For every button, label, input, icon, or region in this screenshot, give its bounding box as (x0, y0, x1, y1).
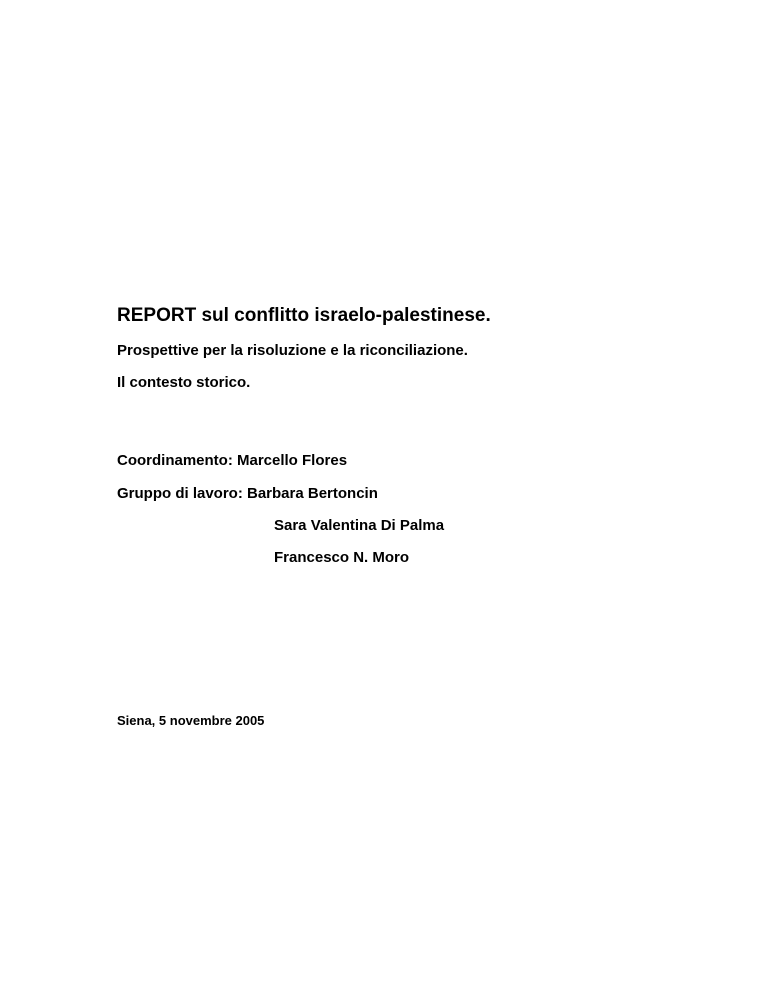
place-date: Siena, 5 novembre 2005 (117, 713, 265, 728)
report-context: Il contesto storico. (117, 374, 251, 391)
report-title: REPORT sul conflitto israelo-palestinese. (117, 305, 491, 326)
working-group-member: Sara Valentina Di Palma (274, 517, 445, 534)
working-group-member: Francesco N. Moro (274, 549, 410, 566)
report-subtitle: Prospettive per la risoluzione e la riconciliazione. (117, 342, 468, 359)
coordination-line: Coordinamento: Marcello Flores (117, 452, 348, 469)
working-group-line: Gruppo di lavoro: Barbara Bertoncin (117, 485, 378, 502)
